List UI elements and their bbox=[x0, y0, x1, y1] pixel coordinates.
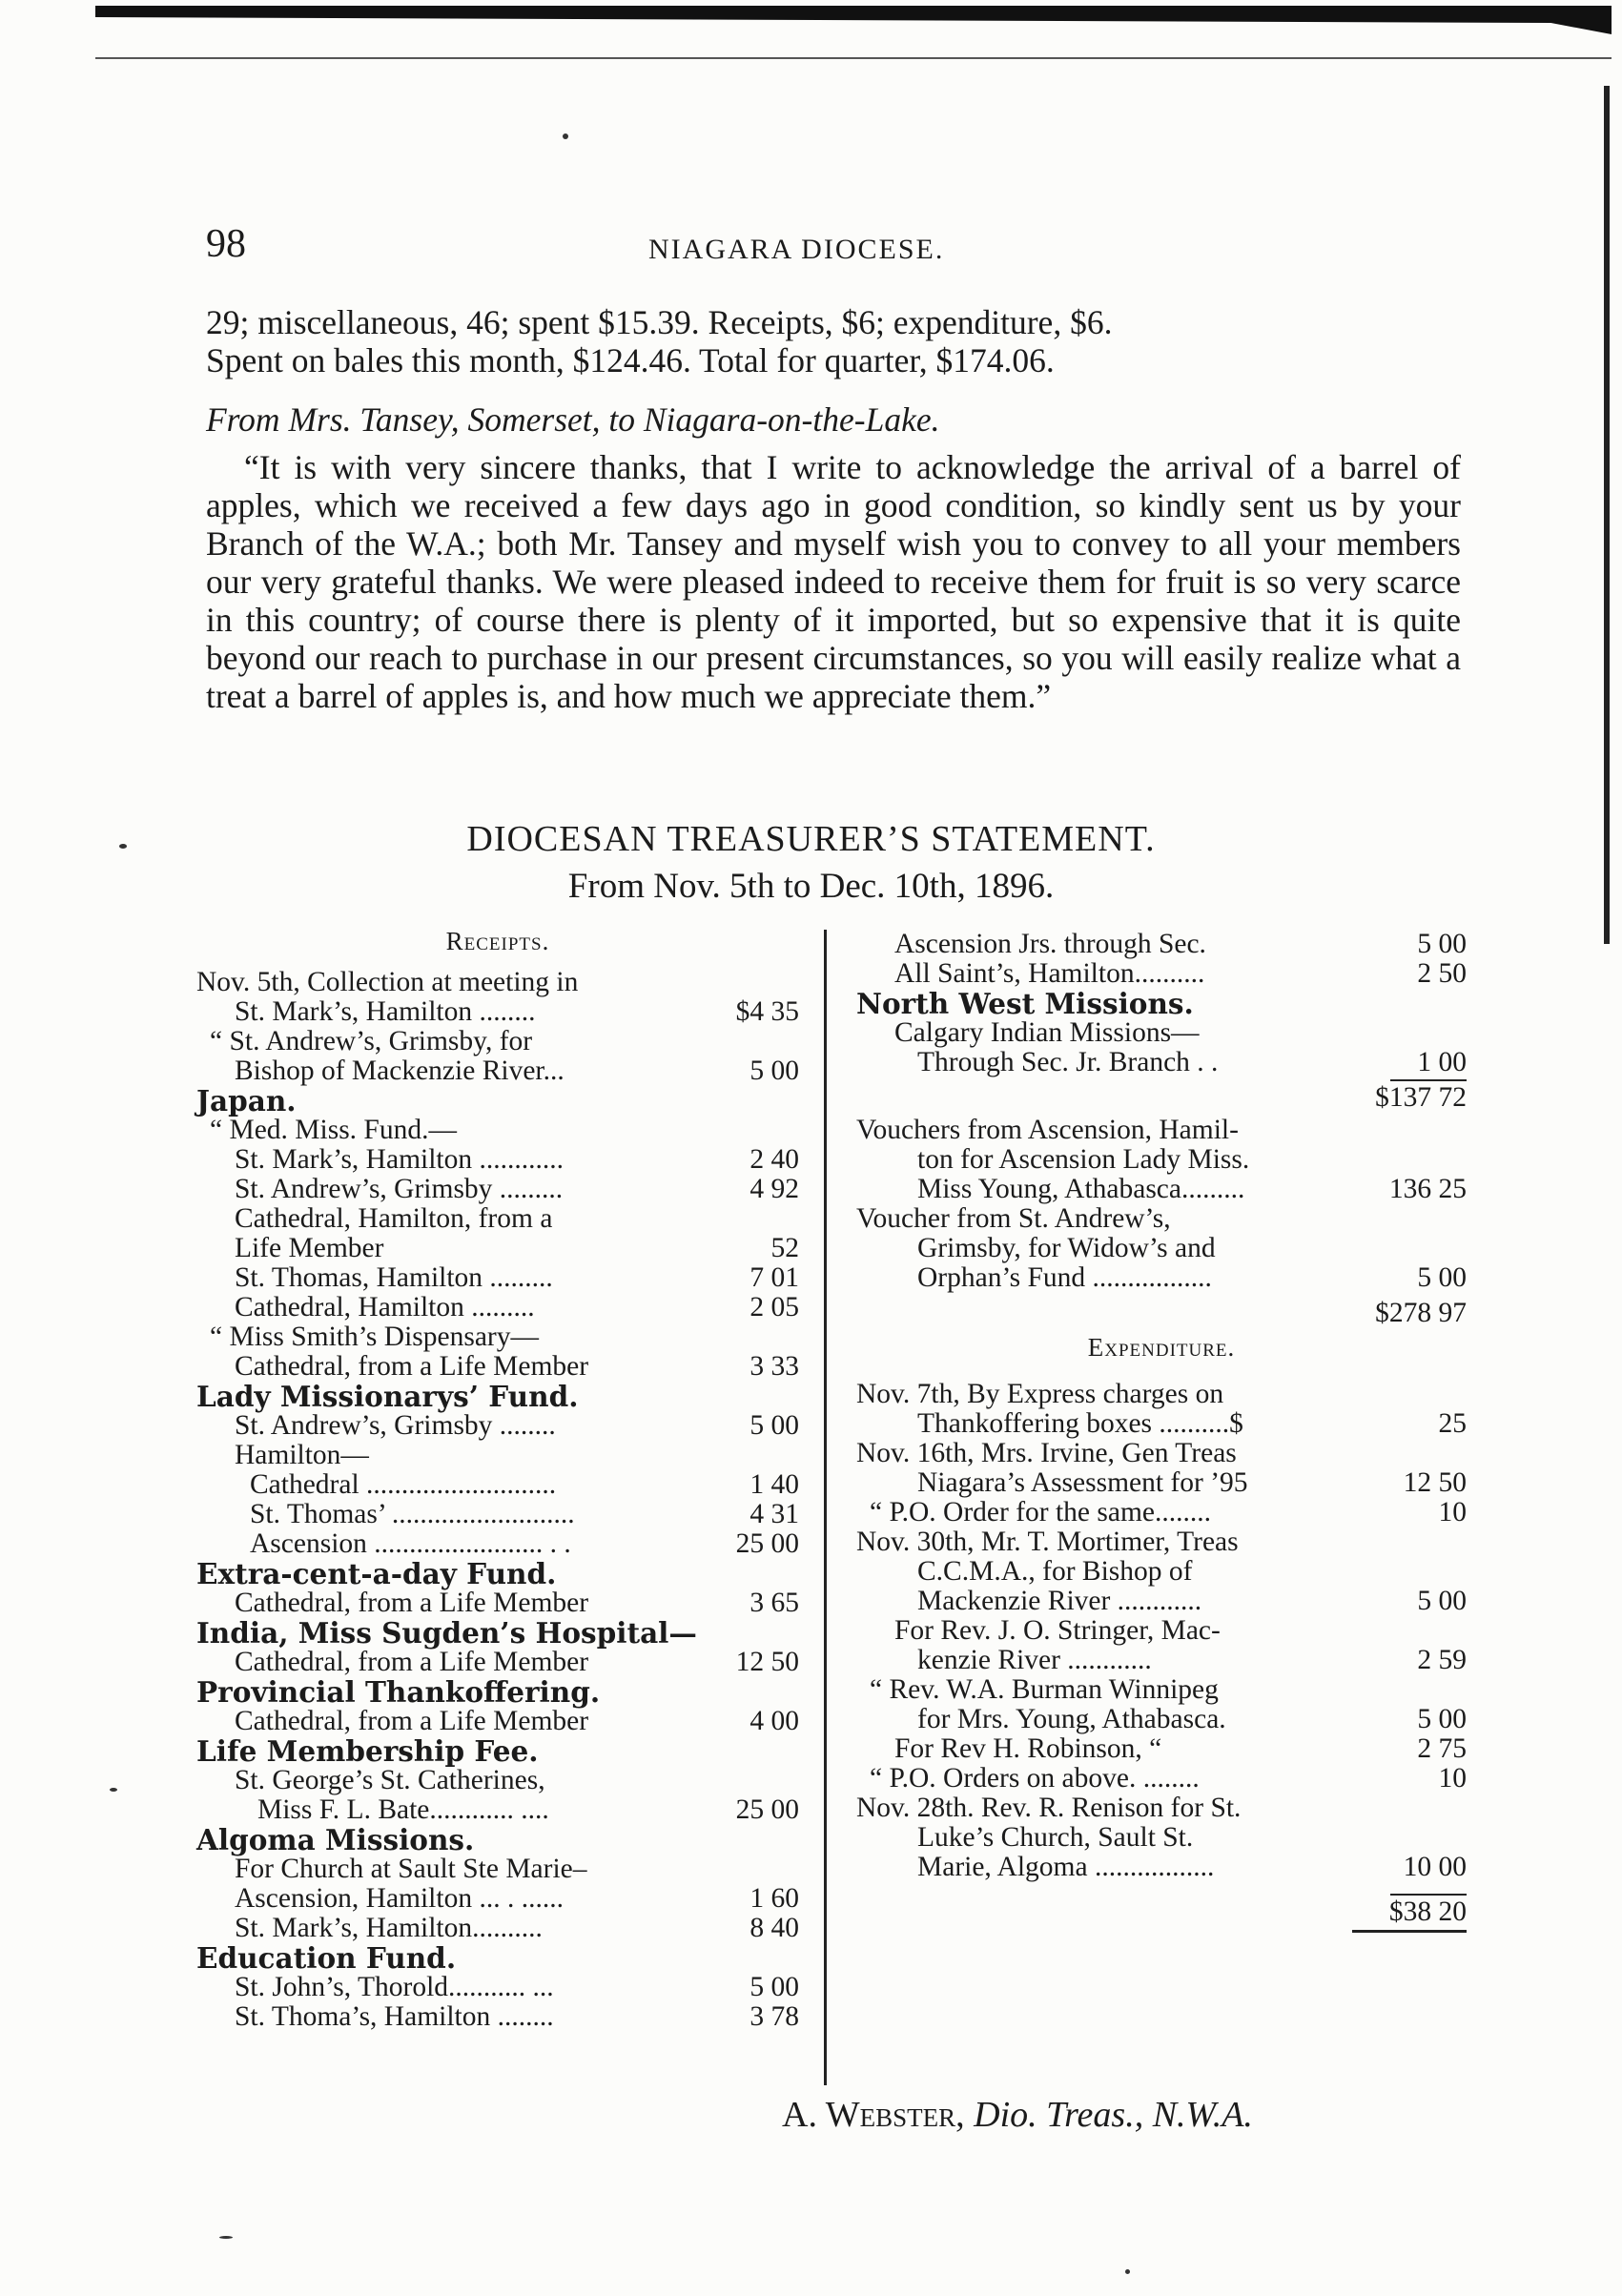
voucher-label: Orphan’s Fund ................. bbox=[917, 1262, 1212, 1293]
receipt-row bbox=[196, 1795, 799, 1825]
voucher-row bbox=[856, 1234, 1467, 1263]
expenditure-row bbox=[856, 1675, 1467, 1705]
receipt-amount: 2 40 bbox=[749, 1144, 799, 1175]
receipt-label: “ Med. Miss. Fund.— bbox=[210, 1115, 457, 1145]
receipt-row bbox=[196, 1056, 799, 1086]
expenditure-label: For Rev. J. O. Stringer, Mac- bbox=[894, 1615, 1221, 1646]
receipt-label: Provincial Thankoffering. bbox=[196, 1675, 601, 1709]
voucher-label: ton for Ascension Lady Miss. bbox=[917, 1144, 1250, 1175]
receipt-label: Ascension ........................ . . bbox=[250, 1528, 571, 1559]
expenditure-row bbox=[856, 1705, 1467, 1734]
expenditure-row bbox=[856, 1380, 1467, 1409]
receipt-label: St. Thomas, Hamilton ......... bbox=[235, 1262, 553, 1293]
receipt-row bbox=[196, 1648, 799, 1677]
receipt-label: Extra-cent-a-day Fund. bbox=[196, 1557, 557, 1590]
receipts-total-amount: $278 97 bbox=[1375, 1298, 1467, 1328]
scan-speck bbox=[563, 133, 568, 139]
right-label: North West Missions. bbox=[856, 987, 1194, 1020]
receipt-row bbox=[196, 1441, 799, 1470]
expenditure-label: Nov. 28th. Rev. R. Renison for St. bbox=[856, 1793, 1242, 1823]
receipt-row bbox=[196, 1116, 799, 1145]
receipt-label: Miss F. L. Bate............ .... bbox=[257, 1794, 549, 1825]
expenditure-row bbox=[856, 1439, 1467, 1468]
receipt-label: St. Mark’s, Hamilton ............ bbox=[235, 1144, 564, 1175]
expenditure-label: Nov. 16th, Mrs. Irvine, Gen Treas bbox=[856, 1438, 1237, 1468]
right-row bbox=[856, 1018, 1467, 1048]
receipt-row bbox=[196, 1855, 799, 1884]
receipt-label: Life Membership Fee. bbox=[196, 1734, 539, 1768]
receipt-amount: 5 00 bbox=[749, 1410, 799, 1441]
receipt-row bbox=[196, 1204, 799, 1234]
right-row bbox=[856, 1048, 1467, 1077]
receipt-label: Cathedral, from a Life Member bbox=[235, 1647, 589, 1677]
expenditure-label: “ P.O. Orders on above. ........ bbox=[870, 1763, 1200, 1794]
voucher-amount: 136 25 bbox=[1388, 1174, 1467, 1204]
signature-name: A. Webster, bbox=[782, 2095, 965, 2135]
expenditure-row bbox=[856, 1527, 1467, 1557]
receipt-amount: 3 33 bbox=[749, 1351, 799, 1382]
scan-top-rule bbox=[95, 57, 1612, 59]
scan-right-edge bbox=[1604, 86, 1610, 944]
receipt-row bbox=[196, 1589, 799, 1618]
receipt-amount: 25 00 bbox=[735, 1528, 799, 1559]
receipt-row bbox=[196, 1234, 799, 1263]
receipt-row bbox=[196, 1529, 799, 1559]
voucher-label: Miss Young, Athabasca......... bbox=[917, 1174, 1245, 1204]
receipt-row bbox=[196, 1618, 799, 1648]
receipts-heading: Receipts. bbox=[445, 927, 550, 955]
scan-speck bbox=[1125, 2269, 1130, 2274]
receipt-amount: 4 92 bbox=[749, 1174, 799, 1204]
expenditure-label: For Rev H. Robinson, “ bbox=[894, 1733, 1162, 1764]
scan-top-edge bbox=[95, 6, 1612, 34]
receipt-row bbox=[196, 1382, 799, 1411]
receipt-row bbox=[196, 1145, 799, 1175]
signature-title: Dio. Treas., N.W.A. bbox=[974, 2095, 1253, 2135]
expenditure-row bbox=[856, 1587, 1467, 1616]
expenditure-label: for Mrs. Young, Athabasca. bbox=[917, 1704, 1226, 1734]
receipt-row bbox=[196, 1322, 799, 1352]
receipt-row bbox=[196, 1293, 799, 1322]
voucher-row bbox=[856, 1263, 1467, 1293]
signature bbox=[782, 2094, 1253, 2136]
subtotal-rule bbox=[1390, 1079, 1467, 1081]
receipt-amount: 5 00 bbox=[749, 1056, 799, 1086]
receipt-row bbox=[196, 1175, 799, 1204]
receipt-label: St. Thomas’ .......................... bbox=[250, 1499, 575, 1529]
receipt-amount: 1 40 bbox=[749, 1469, 799, 1500]
receipt-label: Japan. bbox=[196, 1084, 297, 1117]
receipt-label: Bishop of Mackenzie River... bbox=[235, 1056, 565, 1086]
receipt-row bbox=[196, 1677, 799, 1707]
receipt-label: Ascension, Hamilton ... . ...... bbox=[235, 1883, 564, 1914]
letter-heading: From Mrs. Tansey, Somerset, to Niagara-on-the-Lake. bbox=[206, 400, 940, 439]
right-label: Calgary Indian Missions— bbox=[894, 1017, 1200, 1048]
receipt-amount: 4 31 bbox=[749, 1499, 799, 1529]
expenditure-row bbox=[856, 1764, 1467, 1794]
receipt-label: Cathedral, from a Life Member bbox=[235, 1588, 589, 1618]
expenditure-amount: 10 bbox=[1438, 1497, 1467, 1527]
right-amount: 2 50 bbox=[1417, 958, 1467, 989]
receipt-label: For Church at Sault Ste Marie– bbox=[235, 1854, 587, 1884]
expenditure-label: kenzie River ............ bbox=[917, 1645, 1152, 1675]
expenditure-row bbox=[856, 1734, 1467, 1764]
receipt-label: St. Andrew’s, Grimsby ......... bbox=[235, 1174, 564, 1204]
voucher-row bbox=[856, 1175, 1467, 1204]
expenditure-amount: 5 00 bbox=[1417, 1704, 1467, 1734]
right-row bbox=[856, 959, 1467, 989]
subtotal-row bbox=[856, 1077, 1467, 1116]
expenditure-row bbox=[856, 1616, 1467, 1646]
receipt-row bbox=[196, 2002, 799, 2032]
expenditure-label: C.C.M.A., for Bishop of bbox=[917, 1556, 1193, 1587]
receipt-label: Algoma Missions. bbox=[196, 1823, 475, 1856]
receipt-amount: 7 01 bbox=[749, 1262, 799, 1293]
receipt-amount: 25 00 bbox=[735, 1794, 799, 1825]
expenditure-row bbox=[856, 1409, 1467, 1439]
receipt-amount: 3 65 bbox=[749, 1588, 799, 1618]
receipt-label: St. John’s, Thorold........... ... bbox=[235, 1972, 554, 2002]
expenditure-amount: 2 75 bbox=[1417, 1733, 1467, 1764]
expenditure-amount: 25 bbox=[1438, 1408, 1467, 1439]
scan-speck bbox=[110, 1788, 117, 1792]
right-label: Ascension Jrs. through Sec. bbox=[894, 929, 1206, 959]
right-amount: 1 00 bbox=[1417, 1047, 1467, 1077]
expenditure-amount: 10 bbox=[1438, 1763, 1467, 1794]
receipt-row bbox=[196, 1411, 799, 1441]
receipt-label: Life Member bbox=[235, 1233, 384, 1263]
expenditure-label: Nov. 7th, By Express charges on bbox=[856, 1379, 1224, 1409]
expenditure-amount: 2 59 bbox=[1417, 1645, 1467, 1675]
receipt-label: Cathedral, from a Life Member bbox=[235, 1351, 589, 1382]
right-row bbox=[856, 989, 1467, 1018]
expenditure-label: Niagara’s Assessment for ’95 bbox=[917, 1467, 1248, 1498]
expenditure-label: “ Rev. W.A. Burman Winnipeg bbox=[870, 1674, 1219, 1705]
receipt-label: Hamilton— bbox=[235, 1440, 369, 1470]
receipt-row bbox=[196, 1973, 799, 2002]
voucher-label: Vouchers from Ascension, Hamil- bbox=[856, 1115, 1239, 1145]
voucher-amount: 5 00 bbox=[1417, 1262, 1467, 1293]
receipt-label: Cathedral, from a Life Member bbox=[235, 1706, 589, 1736]
receipt-label: St. Mark’s, Hamilton ........ bbox=[235, 996, 536, 1027]
receipt-amount: 8 40 bbox=[749, 1913, 799, 1943]
expenditure-row bbox=[856, 1646, 1467, 1675]
receipt-row bbox=[196, 1884, 799, 1914]
right-amount: 5 00 bbox=[1417, 929, 1467, 959]
expenditure-label: “ P.O. Order for the same........ bbox=[870, 1497, 1212, 1527]
receipt-label: Cathedral, Hamilton ......... bbox=[235, 1292, 535, 1322]
receipt-row bbox=[196, 1736, 799, 1766]
receipt-label: St. Andrew’s, Grimsby ........ bbox=[235, 1410, 556, 1441]
expenditure-amount: 10 00 bbox=[1403, 1852, 1467, 1882]
statement-title: DIOCESAN TREASURER’S STATEMENT. bbox=[466, 819, 1156, 859]
receipt-label: St. Mark’s, Hamilton.......... bbox=[235, 1913, 543, 1943]
expenditure-label: Mackenzie River ............ bbox=[917, 1586, 1202, 1616]
letter-body: “It is with very sincere thanks, that I write to acknowledge the arrival of a barrel of apples, which we received a few days ago in good condition, so kindly sent us by your Branch of the W.A.; both Mr. Tansey and myself wish you to convey to all your members our very grateful thanks. We were pleased indeed to receive them for fruit is so very scarce in this country; of course there is plenty of it imported, but so expensive that it is quite beyond our reach to purchase in our present circumstances, so you will easily realize what a treat a barrel of apples is, and how much we appreciate them.” bbox=[206, 448, 1461, 715]
expenditure-amount: 12 50 bbox=[1403, 1467, 1467, 1498]
receipt-row bbox=[196, 1707, 799, 1736]
receipt-label: “ Miss Smith’s Dispensary— bbox=[210, 1322, 539, 1352]
receipt-label: “ St. Andrew’s, Grimsby, for bbox=[210, 1026, 533, 1056]
running-head: NIAGARA DIOCESE. bbox=[648, 234, 945, 265]
expenditure-row bbox=[856, 1498, 1467, 1527]
expenditure-label: Marie, Algoma ................. bbox=[917, 1852, 1215, 1882]
receipt-label: Cathedral, Hamilton, from a bbox=[235, 1203, 553, 1234]
receipt-amount: 2 05 bbox=[749, 1292, 799, 1322]
expenditure-double-rule bbox=[1352, 1930, 1467, 1933]
receipt-row bbox=[196, 1559, 799, 1589]
right-label: Through Sec. Jr. Branch . . bbox=[917, 1047, 1219, 1077]
receipt-row bbox=[196, 1086, 799, 1116]
receipt-label: St. George’s St. Catherines, bbox=[235, 1765, 545, 1795]
voucher-row bbox=[856, 1145, 1467, 1175]
expenditure-amount: 5 00 bbox=[1417, 1586, 1467, 1616]
receipt-label: Cathedral ........................... bbox=[250, 1469, 557, 1500]
voucher-row bbox=[856, 1116, 1467, 1145]
subtotal-amount: $137 72 bbox=[1375, 1082, 1467, 1113]
expenditure-heading: Expenditure. bbox=[1087, 1333, 1236, 1362]
expenditure-total-amount: $38 20 bbox=[1388, 1896, 1467, 1927]
receipt-row bbox=[196, 1352, 799, 1382]
expenditure-rule bbox=[1390, 1894, 1467, 1896]
receipts-total-row bbox=[856, 1293, 1467, 1331]
expenditure-row bbox=[856, 1853, 1467, 1882]
receipt-amount: $4 35 bbox=[735, 996, 799, 1027]
receipt-amount: 12 50 bbox=[735, 1647, 799, 1677]
voucher-label: Grimsby, for Widow’s and bbox=[917, 1233, 1216, 1263]
expenditure-row bbox=[856, 1823, 1467, 1853]
receipt-row bbox=[196, 1766, 799, 1795]
column-divider bbox=[824, 930, 827, 2085]
expenditure-row bbox=[856, 1557, 1467, 1587]
intro-lines: 29; miscellaneous, 46; spent $15.39. Receipts, $6; expenditure, $6. Spent on bales this month, $124.46. Total for quarter, $174.06. bbox=[206, 303, 1113, 379]
receipt-label: Lady Missionarys’ Fund. bbox=[196, 1380, 579, 1413]
expenditure-label: Thankoffering boxes ..........$ bbox=[917, 1408, 1243, 1439]
voucher-row bbox=[856, 1204, 1467, 1234]
receipt-amount: 5 00 bbox=[749, 1972, 799, 2002]
receipt-row bbox=[196, 1943, 799, 1973]
receipt-label: St. Thoma’s, Hamilton ........ bbox=[235, 2001, 554, 2032]
receipt-label: Nov. 5th, Collection at meeting in bbox=[196, 967, 579, 997]
receipt-amount: 4 00 bbox=[749, 1706, 799, 1736]
receipts-column bbox=[196, 927, 799, 2032]
expenditure-row bbox=[856, 1794, 1467, 1823]
expenditure-label: Luke’s Church, Sault St. bbox=[917, 1822, 1194, 1853]
receipt-row bbox=[196, 968, 799, 997]
receipt-row bbox=[196, 1027, 799, 1056]
right-label: All Saint’s, Hamilton.......... bbox=[894, 958, 1205, 989]
receipt-label: India, Miss Sugden’s Hospital— bbox=[196, 1616, 697, 1650]
receipt-row bbox=[196, 1914, 799, 1943]
expenditure-label: Nov. 30th, Mr. T. Mortimer, Treas bbox=[856, 1527, 1239, 1557]
receipt-row bbox=[196, 1825, 799, 1855]
receipt-label: Education Fund. bbox=[196, 1941, 457, 1975]
receipt-row bbox=[196, 1263, 799, 1293]
receipt-amount: 1 60 bbox=[749, 1883, 799, 1914]
receipt-row bbox=[196, 997, 799, 1027]
receipt-amount: 52 bbox=[770, 1233, 799, 1263]
receipt-row bbox=[196, 1470, 799, 1500]
right-column bbox=[856, 930, 1467, 1930]
right-row bbox=[856, 930, 1467, 959]
expenditure-total-row bbox=[856, 1892, 1467, 1930]
expenditure-row bbox=[856, 1468, 1467, 1498]
statement-period: From Nov. 5th to Dec. 10th, 1896. bbox=[567, 867, 1055, 906]
scan-speck bbox=[219, 2236, 233, 2239]
receipt-amount: 3 78 bbox=[749, 2001, 799, 2032]
page-number: 98 bbox=[206, 222, 246, 266]
receipt-row bbox=[196, 1500, 799, 1529]
voucher-label: Voucher from St. Andrew’s, bbox=[856, 1203, 1171, 1234]
